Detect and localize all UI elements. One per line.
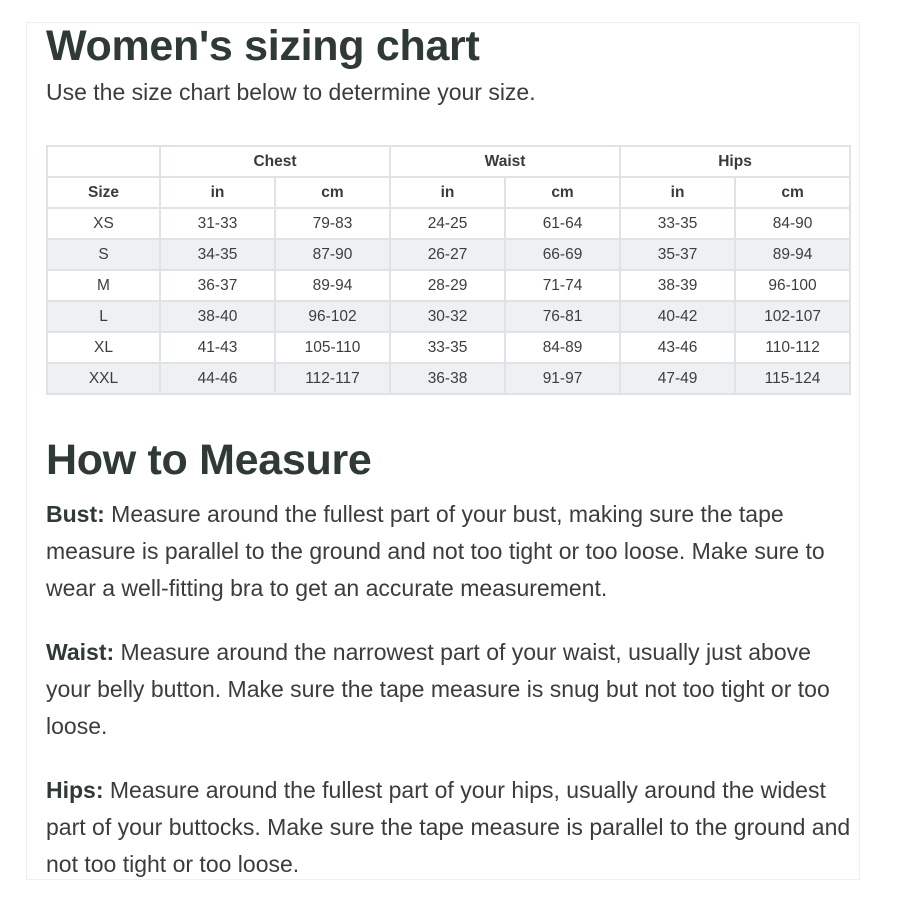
size-chart-table bbox=[46, 145, 851, 395]
size-cell: XXL bbox=[47, 363, 160, 394]
unit-header: cm bbox=[275, 177, 390, 208]
hips-text: Measure around the fullest part of your hips, usually around the widest part of your buttocks. Make sure the tape measure is parallel to the ground and not too tight or too loose. bbox=[46, 777, 851, 877]
unit-header: in bbox=[620, 177, 735, 208]
size-table-body bbox=[47, 208, 850, 394]
table-row bbox=[47, 270, 850, 301]
table-row bbox=[47, 208, 850, 239]
measurement-cell: 89-94 bbox=[275, 270, 390, 301]
unit-header: cm bbox=[505, 177, 620, 208]
waist-instructions bbox=[46, 634, 852, 745]
table-corner-cell bbox=[47, 146, 160, 177]
measurement-cell: 89-94 bbox=[735, 239, 850, 270]
group-header-hips: Hips bbox=[620, 146, 850, 177]
unit-header: in bbox=[160, 177, 275, 208]
measurement-cell: 61-64 bbox=[505, 208, 620, 239]
hips-label: Hips: bbox=[46, 777, 104, 803]
page-subtitle: Use the size chart below to determine your size. bbox=[46, 79, 536, 105]
measurement-cell: 76-81 bbox=[505, 301, 620, 332]
unit-header: cm bbox=[735, 177, 850, 208]
measurement-cell: 87-90 bbox=[275, 239, 390, 270]
measurement-cell: 47-49 bbox=[620, 363, 735, 394]
table-row bbox=[47, 301, 850, 332]
measurement-cell: 44-46 bbox=[160, 363, 275, 394]
size-cell: M bbox=[47, 270, 160, 301]
size-cell: XL bbox=[47, 332, 160, 363]
measurement-cell: 38-39 bbox=[620, 270, 735, 301]
measurement-cell: 112-117 bbox=[275, 363, 390, 394]
measurement-cell: 66-69 bbox=[505, 239, 620, 270]
measurement-cell: 41-43 bbox=[160, 332, 275, 363]
size-column-header: Size bbox=[47, 177, 160, 208]
table-row bbox=[47, 332, 850, 363]
measurement-cell: 115-124 bbox=[735, 363, 850, 394]
measurement-cell: 91-97 bbox=[505, 363, 620, 394]
hips-instructions bbox=[46, 772, 852, 883]
measurement-cell: 28-29 bbox=[390, 270, 505, 301]
measurement-cell: 84-89 bbox=[505, 332, 620, 363]
table-row bbox=[47, 363, 850, 394]
group-header-waist: Waist bbox=[390, 146, 620, 177]
page-title: Women's sizing chart bbox=[46, 22, 480, 70]
measurement-cell: 105-110 bbox=[275, 332, 390, 363]
measurement-cell: 31-33 bbox=[160, 208, 275, 239]
measurement-cell: 36-38 bbox=[390, 363, 505, 394]
size-cell: XS bbox=[47, 208, 160, 239]
measurement-cell: 26-27 bbox=[390, 239, 505, 270]
measurement-cell: 43-46 bbox=[620, 332, 735, 363]
measurement-cell: 34-35 bbox=[160, 239, 275, 270]
measurement-cell: 40-42 bbox=[620, 301, 735, 332]
size-cell: L bbox=[47, 301, 160, 332]
measurement-cell: 33-35 bbox=[620, 208, 735, 239]
measurement-cell: 110-112 bbox=[735, 332, 850, 363]
sizing-guide bbox=[46, 20, 852, 877]
unit-header: in bbox=[390, 177, 505, 208]
waist-label: Waist: bbox=[46, 639, 115, 665]
measurement-cell: 96-100 bbox=[735, 270, 850, 301]
measurement-cell: 71-74 bbox=[505, 270, 620, 301]
measurement-cell: 79-83 bbox=[275, 208, 390, 239]
bust-text: Measure around the fullest part of your bust, making sure the tape measure is parallel to the ground and not too tight or too loose. Make sure to wear a well-fitting bra to get an accurate measurement. bbox=[46, 501, 825, 601]
group-header-chest: Chest bbox=[160, 146, 390, 177]
measurement-cell: 24-25 bbox=[390, 208, 505, 239]
measurement-cell: 35-37 bbox=[620, 239, 735, 270]
table-row bbox=[47, 239, 850, 270]
bust-label: Bust: bbox=[46, 501, 105, 527]
measurement-cell: 33-35 bbox=[390, 332, 505, 363]
measurement-cell: 102-107 bbox=[735, 301, 850, 332]
bust-instructions bbox=[46, 496, 852, 607]
measurement-cell: 36-37 bbox=[160, 270, 275, 301]
table-group-header-row bbox=[47, 146, 850, 177]
measurement-cell: 96-102 bbox=[275, 301, 390, 332]
measurement-cell: 38-40 bbox=[160, 301, 275, 332]
measurement-cell: 84-90 bbox=[735, 208, 850, 239]
how-to-measure-heading: How to Measure bbox=[46, 436, 372, 484]
size-cell: S bbox=[47, 239, 160, 270]
measurement-cell: 30-32 bbox=[390, 301, 505, 332]
table-units-header-row bbox=[47, 177, 850, 208]
waist-text: Measure around the narrowest part of your waist, usually just above your belly button. Make sure the tape measure is snug but not too tight or too loose. bbox=[46, 639, 830, 739]
